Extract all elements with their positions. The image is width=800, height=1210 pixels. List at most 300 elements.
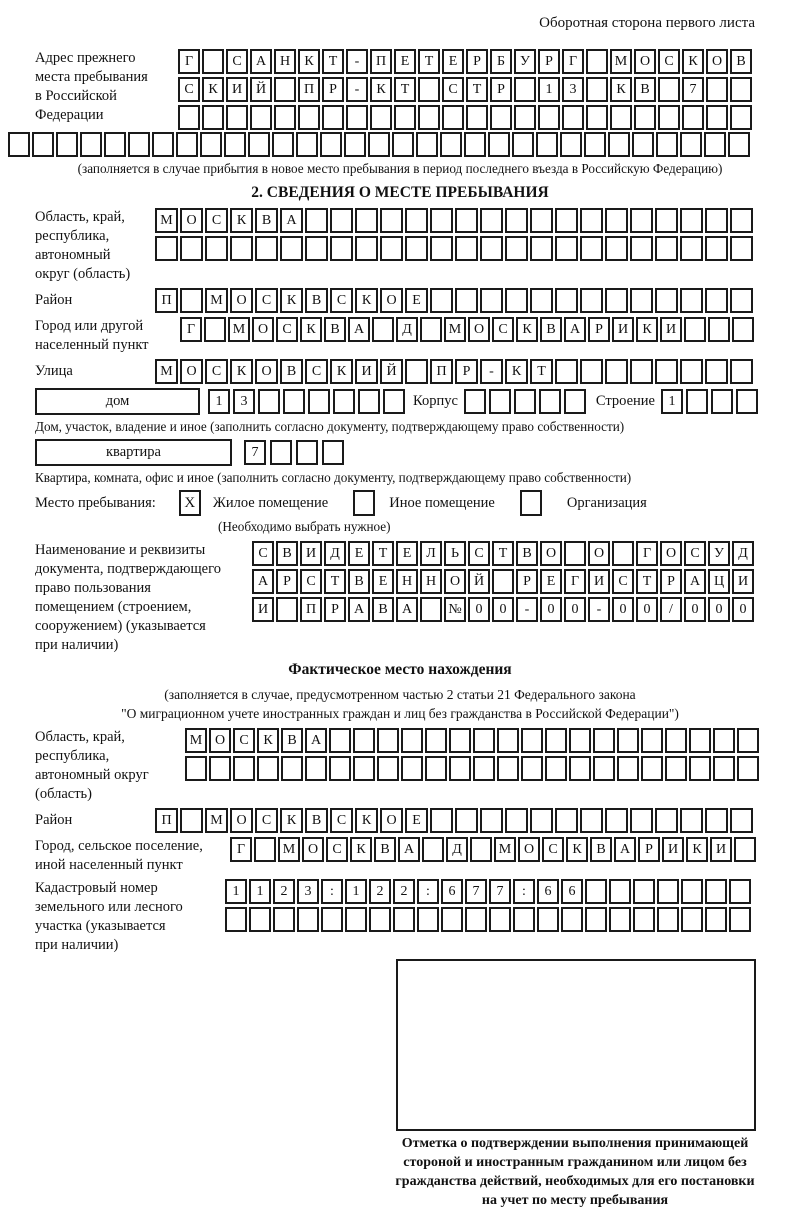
form-cell: К	[257, 728, 279, 753]
form-cell	[730, 77, 752, 102]
form-cell	[705, 208, 728, 233]
form-cell	[480, 808, 503, 833]
form-cell: С	[300, 569, 322, 594]
region2-row-2	[185, 756, 759, 781]
form-cell	[657, 907, 679, 932]
form-cell: И	[710, 837, 732, 862]
form-cell: Е	[396, 541, 418, 566]
form-cell: :	[513, 879, 535, 904]
form-cell	[420, 317, 442, 342]
form-cell	[180, 288, 203, 313]
form-cell	[729, 879, 751, 904]
form-cell: М	[155, 359, 178, 384]
form-cell: Н	[274, 49, 296, 74]
form-cell: Г	[230, 837, 252, 862]
form-cell: Й	[250, 77, 272, 102]
form-cell	[270, 440, 292, 465]
form-cell	[704, 132, 726, 157]
form-cell: И	[252, 597, 274, 622]
form-cell	[355, 208, 378, 233]
form-cell: 0	[708, 597, 730, 622]
form-cell	[473, 728, 495, 753]
form-cell	[705, 359, 728, 384]
form-cell	[372, 317, 394, 342]
form-cell	[730, 105, 752, 130]
form-cell: О	[468, 317, 490, 342]
form-cell	[680, 132, 702, 157]
form-cell	[705, 879, 727, 904]
form-cell: В	[255, 208, 278, 233]
form-cell	[633, 879, 655, 904]
apartment-cells	[244, 440, 344, 465]
form-cell: Г	[180, 317, 202, 342]
form-cell	[730, 208, 753, 233]
form-cell	[430, 808, 453, 833]
form-cell	[586, 77, 608, 102]
form-cell: 3	[233, 389, 255, 414]
form-cell: М	[444, 317, 466, 342]
form-cell	[480, 208, 503, 233]
form-cell	[440, 132, 462, 157]
form-cell	[580, 288, 603, 313]
form-cell	[383, 389, 405, 414]
form-cell	[204, 317, 226, 342]
form-cell	[298, 105, 320, 130]
region2-label: Область, край, республика, автономный округ (область)	[35, 729, 149, 802]
form-cell: И	[662, 837, 684, 862]
form-cell: О	[660, 541, 682, 566]
form-cell	[605, 808, 628, 833]
prev-address-row-3	[178, 105, 752, 130]
form-cell	[641, 728, 663, 753]
apartment-field	[0, 439, 800, 466]
form-cell	[455, 236, 478, 261]
form-cell: А	[396, 597, 418, 622]
form-cell	[605, 208, 628, 233]
actual-location-title: Фактическое место нахождения	[288, 661, 512, 678]
form-cell	[680, 208, 703, 233]
form-cell: Т	[324, 569, 346, 594]
form-cell: В	[276, 541, 298, 566]
form-cell	[706, 77, 728, 102]
district2-field	[0, 808, 800, 833]
form-cell	[305, 236, 328, 261]
form-cell: И	[732, 569, 754, 594]
form-cell: Р	[322, 77, 344, 102]
form-cell	[297, 907, 319, 932]
form-cell	[513, 907, 535, 932]
form-cell	[555, 208, 578, 233]
form-cell	[370, 105, 392, 130]
form-cell	[610, 105, 632, 130]
form-cell: К	[686, 837, 708, 862]
form-cell: С	[255, 808, 278, 833]
form-cell: Т	[466, 77, 488, 102]
form-cell	[608, 132, 630, 157]
form-cell: 6	[537, 879, 559, 904]
form-cell	[422, 837, 444, 862]
form-cell	[580, 208, 603, 233]
form-cell	[655, 208, 678, 233]
form-cell	[612, 541, 634, 566]
form-cell	[401, 756, 423, 781]
form-cell	[564, 541, 586, 566]
form-cell	[605, 236, 628, 261]
form-cell	[283, 389, 305, 414]
form-cell: Т	[394, 77, 416, 102]
form-cell: Е	[405, 288, 428, 313]
form-cell	[630, 288, 653, 313]
form-cell: К	[636, 317, 658, 342]
form-cell: 2	[369, 879, 391, 904]
form-cell: С	[612, 569, 634, 594]
form-cell: Д	[446, 837, 468, 862]
form-cell: К	[300, 317, 322, 342]
form-cell	[737, 756, 759, 781]
form-cell	[530, 236, 553, 261]
form-cell	[490, 105, 512, 130]
form-cell: И	[588, 569, 610, 594]
city2-field	[0, 837, 800, 875]
form-cell: А	[348, 317, 370, 342]
form-cell: О	[255, 359, 278, 384]
form-cell: 3	[297, 879, 319, 904]
form-cell	[274, 105, 296, 130]
form-cell	[593, 756, 615, 781]
form-cell	[233, 756, 255, 781]
form-cell	[8, 132, 30, 157]
form-cell: А	[250, 49, 272, 74]
form-cell: Н	[420, 569, 442, 594]
form-cell	[473, 756, 495, 781]
stay-type-note: (Необходимо выбрать нужное)	[218, 519, 391, 534]
residential-checkbox: X	[179, 490, 201, 516]
form-cell: Т	[636, 569, 658, 594]
form-cell: Р	[490, 77, 512, 102]
form-cell	[555, 288, 578, 313]
form-cell: Ь	[444, 541, 466, 566]
form-cell	[537, 907, 559, 932]
form-cell: Г	[562, 49, 584, 74]
form-cell: Т	[372, 541, 394, 566]
city-row	[180, 317, 754, 342]
district-label: Район	[35, 292, 73, 308]
stroenie-label: Строение	[595, 393, 655, 409]
form-cell: Т	[492, 541, 514, 566]
form-cell	[377, 728, 399, 753]
city2-row	[230, 837, 756, 862]
form-cell	[345, 907, 367, 932]
form-cell: Б	[490, 49, 512, 74]
form-cell	[530, 808, 553, 833]
form-cell: О	[209, 728, 231, 753]
form-cell: В	[324, 317, 346, 342]
region2-rows	[185, 728, 759, 781]
section2-title: 2. СВЕДЕНИЯ О МЕСТЕ ПРЕБЫВАНИЯ	[251, 184, 549, 201]
form-cell	[470, 837, 492, 862]
form-cell: 0	[468, 597, 490, 622]
form-cell: 0	[564, 597, 586, 622]
form-cell	[730, 359, 753, 384]
document-row-2	[252, 569, 754, 594]
form-cell: 7	[244, 440, 266, 465]
form-cell	[686, 389, 708, 414]
form-cell	[728, 132, 750, 157]
form-cell: Е	[372, 569, 394, 594]
form-cell	[706, 105, 728, 130]
form-cell	[681, 879, 703, 904]
form-cell	[514, 77, 536, 102]
house-field	[0, 388, 800, 415]
form-cell: О	[302, 837, 324, 862]
form-cell	[369, 907, 391, 932]
form-cell: С	[442, 77, 464, 102]
prev-address-row-1	[178, 49, 752, 74]
form-cell: К	[202, 77, 224, 102]
form-cell	[178, 105, 200, 130]
form-cell: -	[346, 49, 368, 74]
form-cell	[254, 837, 276, 862]
form-cell	[368, 132, 390, 157]
form-cell: К	[230, 208, 253, 233]
form-cell: Р	[276, 569, 298, 594]
form-cell: Н	[396, 569, 418, 594]
form-cell	[250, 105, 272, 130]
cadastral-row-1	[225, 879, 751, 904]
form-cell: 1	[345, 879, 367, 904]
form-cell	[455, 208, 478, 233]
form-cell	[425, 728, 447, 753]
form-cell: К	[355, 288, 378, 313]
form-cell	[641, 756, 663, 781]
form-cell: В	[540, 317, 562, 342]
form-cell	[393, 907, 415, 932]
form-cell	[609, 907, 631, 932]
document-rows	[252, 541, 754, 622]
form-cell: Е	[442, 49, 464, 74]
region-row-1	[155, 208, 753, 233]
form-cell: О	[444, 569, 466, 594]
form-cell	[514, 389, 536, 414]
form-cell	[705, 907, 727, 932]
apartment-box-label: квартира	[35, 439, 232, 466]
form-cell: В	[590, 837, 612, 862]
form-cell: И	[660, 317, 682, 342]
form-cell: В	[305, 288, 328, 313]
form-cell: 2	[393, 879, 415, 904]
form-cell	[630, 208, 653, 233]
city-field	[0, 317, 800, 355]
form-cell: О	[180, 359, 203, 384]
form-cell	[505, 808, 528, 833]
form-cell	[418, 105, 440, 130]
form-cell	[689, 756, 711, 781]
form-cell	[128, 132, 150, 157]
form-cell: 0	[636, 597, 658, 622]
form-cell: К	[516, 317, 538, 342]
form-cell: И	[612, 317, 634, 342]
region-row-2	[155, 236, 753, 261]
form-cell: -	[346, 77, 368, 102]
region2-row-1	[185, 728, 759, 753]
form-cell	[202, 49, 224, 74]
form-cell	[562, 105, 584, 130]
form-cell	[405, 236, 428, 261]
form-cell: К	[610, 77, 632, 102]
form-cell	[530, 288, 553, 313]
organization-label: Организация	[566, 494, 647, 511]
form-cell	[377, 756, 399, 781]
form-cell: К	[355, 808, 378, 833]
form-cell: С	[326, 837, 348, 862]
form-cell	[489, 907, 511, 932]
form-cell	[205, 236, 228, 261]
form-cell	[655, 359, 678, 384]
form-cell	[420, 597, 442, 622]
form-cell	[665, 728, 687, 753]
form-cell: Р	[455, 359, 478, 384]
form-cell	[56, 132, 78, 157]
form-cell: 3	[562, 77, 584, 102]
prev-address-row-2	[178, 77, 752, 102]
form-cell	[684, 317, 706, 342]
district2-label: Район	[35, 812, 73, 828]
form-cell: 1	[225, 879, 247, 904]
form-cell	[449, 756, 471, 781]
form-cell	[586, 105, 608, 130]
form-cell	[514, 105, 536, 130]
form-cell: У	[514, 49, 536, 74]
form-cell: В	[348, 569, 370, 594]
form-cell: С	[178, 77, 200, 102]
form-cell: О	[380, 288, 403, 313]
form-cell	[545, 756, 567, 781]
form-cell	[555, 808, 578, 833]
form-cell: Р	[324, 597, 346, 622]
form-cell: :	[321, 879, 343, 904]
form-cell	[380, 236, 403, 261]
form-cell	[276, 597, 298, 622]
form-cell	[711, 389, 733, 414]
form-cell: 1	[208, 389, 230, 414]
form-cell: О	[380, 808, 403, 833]
form-cell: Е	[348, 541, 370, 566]
form-cell	[394, 105, 416, 130]
form-cell	[430, 288, 453, 313]
cadastral-row-2	[225, 907, 751, 932]
form-cell	[226, 105, 248, 130]
form-cell	[538, 105, 560, 130]
form-cell	[689, 728, 711, 753]
form-cell	[560, 132, 582, 157]
form-cell: 0	[732, 597, 754, 622]
form-cell: Р	[466, 49, 488, 74]
form-cell	[430, 236, 453, 261]
form-cell: В	[374, 837, 396, 862]
form-cell	[736, 389, 758, 414]
form-cell: П	[300, 597, 322, 622]
form-cell: С	[233, 728, 255, 753]
form-cell: Й	[468, 569, 490, 594]
form-cell: М	[494, 837, 516, 862]
form-cell	[497, 756, 519, 781]
form-cell	[497, 728, 519, 753]
form-cell	[32, 132, 54, 157]
korpus-cells	[464, 389, 586, 414]
form-cell	[155, 236, 178, 261]
form-cell	[248, 132, 270, 157]
form-cell	[655, 288, 678, 313]
form-cell: /	[660, 597, 682, 622]
form-cell	[464, 132, 486, 157]
form-cell: Т	[322, 49, 344, 74]
form-cell: А	[280, 208, 303, 233]
form-cell	[430, 208, 453, 233]
form-cell: Е	[540, 569, 562, 594]
form-cell	[230, 236, 253, 261]
korpus-label: Корпус	[413, 393, 458, 409]
form-cell: К	[330, 359, 353, 384]
form-cell	[512, 132, 534, 157]
form-cell	[249, 907, 271, 932]
form-cell	[569, 756, 591, 781]
actual-location-note: (заполняется в случае, предусмотренном частью 2 статьи 21 Федерального закона "О миграционном учете иностранных граждан и лиц без гражданства в Российской Федерации")	[121, 687, 679, 721]
form-cell	[176, 132, 198, 157]
form-cell	[224, 132, 246, 157]
region-label: Область, край, республика, автономный округ (область)	[35, 209, 131, 282]
form-cell: Р	[516, 569, 538, 594]
form-cell: У	[708, 541, 730, 566]
form-cell: О	[518, 837, 540, 862]
document-field	[0, 541, 800, 655]
form-cell: М	[185, 728, 207, 753]
form-cell: М	[610, 49, 632, 74]
form-cell: А	[305, 728, 327, 753]
form-cell: П	[155, 288, 178, 313]
form-cell	[705, 808, 728, 833]
form-cell: А	[252, 569, 274, 594]
stay-type-field	[0, 490, 800, 516]
form-cell: С	[305, 359, 328, 384]
form-cell	[308, 389, 330, 414]
form-cell	[274, 77, 296, 102]
form-cell	[555, 359, 578, 384]
form-cell	[225, 907, 247, 932]
form-cell: И	[355, 359, 378, 384]
form-cell	[333, 389, 355, 414]
page-header: Оборотная сторона первого листа	[539, 15, 755, 31]
form-cell: К	[298, 49, 320, 74]
form-cell	[329, 756, 351, 781]
form-cell	[521, 728, 543, 753]
form-cell	[630, 359, 653, 384]
form-cell	[680, 359, 703, 384]
form-cell: В	[730, 49, 752, 74]
form-cell: А	[398, 837, 420, 862]
form-cell	[441, 907, 463, 932]
form-cell: К	[280, 288, 303, 313]
form-cell	[584, 132, 606, 157]
form-cell: 6	[561, 879, 583, 904]
form-cell: В	[634, 77, 656, 102]
form-cell	[80, 132, 102, 157]
house-cells	[208, 389, 405, 414]
form-cell	[202, 105, 224, 130]
form-cell	[280, 236, 303, 261]
form-cell: М	[205, 288, 228, 313]
form-cell: О	[634, 49, 656, 74]
form-cell: Л	[420, 541, 442, 566]
